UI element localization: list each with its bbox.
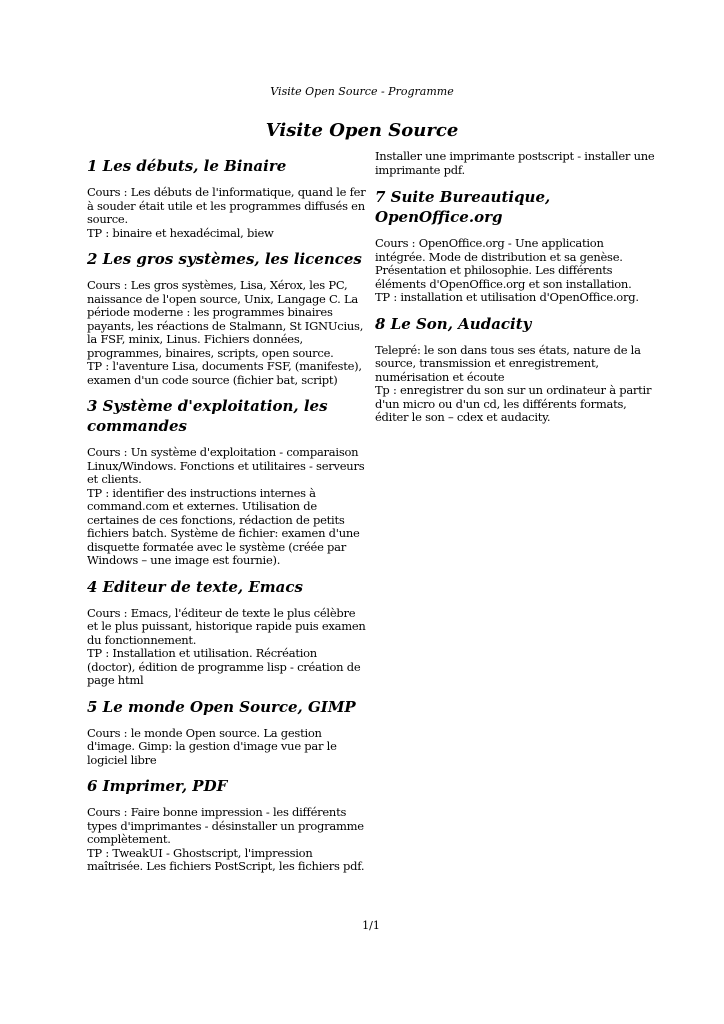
section-6 xyxy=(87,776,368,874)
section-1 xyxy=(87,156,368,240)
section-8 xyxy=(375,314,657,425)
section-body: Cours : Les gros systèmes, Lisa, Xérox, les PC, naissance de l'open source, Unix, Langage C. La période moderne : les programmes binaires payants, les réactions de Stalmann, St IGNUcius, la FSF, minix, Linus. Fichiers données, programmes, binaires, scripts, open source. TP : l'aventure Lisa, documents FSF, (manifeste), examen d'un code source (fichier bat, script) xyxy=(87,278,364,387)
document-title: Visite Open Source xyxy=(265,120,459,141)
running-header: Visite Open Source - Programme xyxy=(270,85,454,98)
section-body: Cours : OpenOffice.org - Une application intégrée. Mode de distribution et sa genèse. Présentation et philosophie. Les différents éléments d'OpenOffice.org et son installation. TP : installation et utilisation d'OpenOffice.org. xyxy=(375,236,639,304)
section-heading: 4 Editeur de texte, Emacs xyxy=(87,577,303,596)
page-number: 1/1 xyxy=(362,919,380,932)
section-heading: 8 Le Son, Audacity xyxy=(375,314,532,333)
section-heading: 5 Le monde Open Source, GIMP xyxy=(87,697,356,716)
section-3 xyxy=(87,396,368,568)
section-2 xyxy=(87,249,368,387)
section-heading: 2 Les gros systèmes, les licences xyxy=(87,250,362,268)
section-5 xyxy=(87,697,368,768)
section-7 xyxy=(375,187,657,305)
section-heading: 6 Imprimer, PDF xyxy=(87,777,228,795)
right-column xyxy=(375,150,657,434)
left-column xyxy=(87,150,368,883)
section-body: Telepré: le son dans tous ses états, nature de la source, transmission et enregistrement, numérisation et écoute Tp : enregistrer du son sur un ordinateur à partir d'un micro ou d'un cd, les différents formats, éditer le son – cdex et audacity. xyxy=(375,342,652,424)
section-body: Cours : Les débuts de l'informatique, quand le fer à souder était utile et les programmes diffusés en source. TP : binaire et hexadécimal, biew xyxy=(87,185,366,240)
section-6-continued xyxy=(375,150,657,177)
section-heading: 3 Système d'exploitation, les commandes xyxy=(87,397,328,435)
section-body: Cours : Un système d'exploitation - comparaison Linux/Windows. Fonctions et utilitaires - serveurs et clients. TP : identifier des instructions internes à command.com et externes. Utilisation de certaines de ces fonctions, rédaction de petits fichiers batch. Système de fichier: examen d'une disquette formatée avec le système (créée par Windows – une image est fournie). xyxy=(87,445,365,567)
section-body: Cours : le monde Open source. La gestion d'image. Gimp: la gestion d'image vue par le logiciel libre xyxy=(87,725,337,767)
section-4 xyxy=(87,577,368,688)
section-heading: 7 Suite Bureautique, OpenOffice.org xyxy=(375,188,551,226)
section-heading: 1 Les débuts, le Binaire xyxy=(87,157,287,175)
section-body: Cours : Faire bonne impression - les différents types d'imprimantes - désinstaller un programme complètement. TP : TweakUI - Ghostscript, l'impression maîtrisée. Les fichiers PostScript, les fichiers pdf. xyxy=(87,805,365,873)
section-body-continued: Installer une imprimante postscript - installer une imprimante pdf. xyxy=(375,149,655,177)
section-body: Cours : Emacs, l'éditeur de texte le plus célèbre et le plus puissant, historique rapide puis examen du fonctionnement. TP : Installation et utilisation. Récréation (doctor), édition de programme lisp - création de page html xyxy=(87,605,366,687)
